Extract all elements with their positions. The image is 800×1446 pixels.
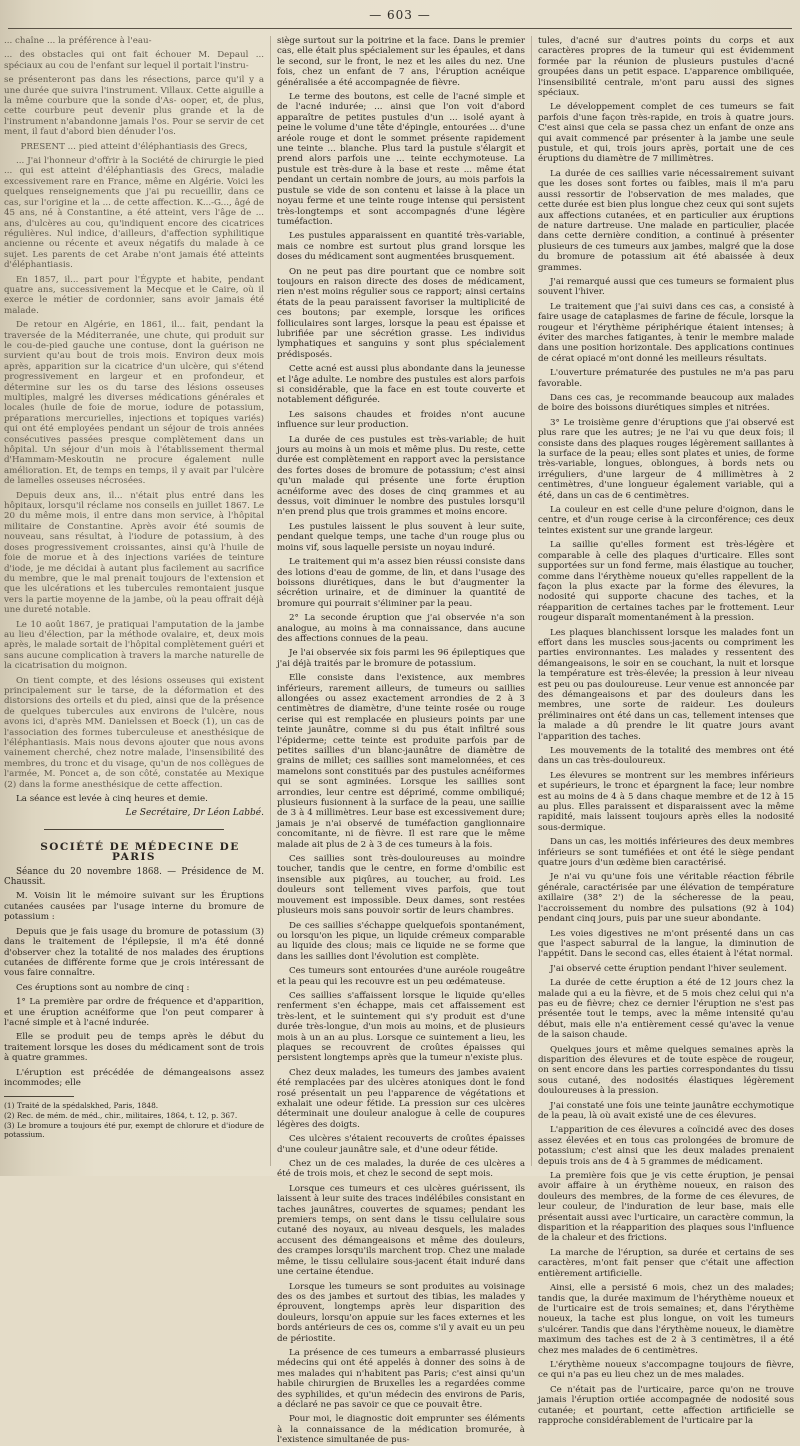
paragraph: Les pustules laissent le plus souvent à leur suite, pendant quelque temps, une tache d'un rouge plus ou moins vif, sous laquelle persiste un noyau induré. [277, 521, 525, 553]
paragraph: Les voies digestives ne m'ont présenté dans un cas que l'aspect saburral de la langue, la diminution de l'appétit. Dans le second cas, elles étaient à l'état normal. [538, 928, 794, 960]
society-title: SOCIÉTÉ DE MÉDECINE DE PARIS [40, 840, 240, 864]
paragraph: Dans un cas, les moitiés inférieures des deux membres inférieurs se sont tuméfiées et ont été le siège pendant quatre jours d'un œdème bien caractérisé. [538, 837, 794, 869]
paragraph: Ainsi, elle a persisté 6 mois, chez un des malades; tandis que, la durée maximum de l'hérythème noueux et de l'urticaire est de trois semaines; et, dans l'érythème noueux, la tache est plus longue, on voit les tumeurs s'ulcérer. Tandis que dans l'érythème noueux, le diamètre maximum des taches est de 2 à 3 centimètres, il a été chez mes malades de 6 centimètres. [538, 1283, 794, 1356]
paragraph: La séance est levée à cinq heures et demie. [16, 794, 208, 805]
paragraph: Ces ulcères s'étaient recouverts de croûtes épaisses d'une couleur jaunâtre sale, et d'une odeur fétide. [277, 1134, 525, 1155]
paragraph: Lorsque ces tumeurs et ces ulcères guérissent, ils laissent à leur suite des traces indélébiles consistant en taches jaunâtres, couvertes de squames; pendant les premiers temps, on sent dans le tissu cellulaire sous cutané des noyaux, au niveau desquels, les malades accusent des démangeaisons et même des douleurs, des crampes lorsqu'ils marchent trop. Chez une malade même, le tissu cellulaire sous-jacent était induré dans une certaine étendue. [277, 1183, 525, 1278]
paragraph: J'ai remarqué aussi que ces tumeurs se formaient plus souvent l'hiver. [538, 276, 794, 298]
secretary-signature: Le Secrétaire, Dr Léon Labbé. [125, 808, 264, 819]
paragraph: Depuis deux ans, il... n'était plus entré dans les hôpitaux, lorsqu'il réclame nos conseils en juillet 1867. Le 20 du même mois, il entre dans mon service, à l'hôpital militaire de Constantine. Après avoir été soumis de nouveau, sans résultat, à l'iodure de potassium, à des doses progressivement croissantes, ainsi qu'à l'huile de foie de morue et à des injections variées de teinture d'iode, je me décidai à autant plus facilement au sacrifice du membre, que le mal prenait toujours de l'extension et que les ulcérations et les tubercules remontaient jusque vers la partie moyenne de la jambe, où la peau offrait déjà une dureté notable. [4, 490, 264, 616]
column-left [4, 36, 264, 1170]
paragraph: La saillie qu'elles forment est très-légère et comparable à celle des plaques d'urticaire. Elles sont supportées sur un fond ferme, mais élastique au toucher, comme dans l'érythème noueux qu'elles rappellent de la façon la plus exacte par la forme des élevures, la nodosité qui supporte chacune des taches, et la réapparition de certaines taches par le frottement. Leur rougeur disparaît momentanément à la pression. [538, 540, 794, 624]
paragraph: La marche de l'éruption, sa durée et certains de ses caractères, m'ont fait penser que c'était une affection entièrement artificielle. [538, 1247, 794, 1279]
paragraph: Chez deux malades, les tumeurs des jambes avaient été remplacées par des ulcères atoniques dont le fond rosé présentait un peu l'apparence de végétations et exhalait une odeur fétide. La pression sur ces ulcères déterminait une douleur analogue à celle de coupures légères des doigts. [277, 1067, 525, 1130]
paragraph: La première fois que je vis cette éruption, je pensai avoir affaire à un érythème noueux, en raison des douleurs des membres, de la forme de ces élevures, de leur couleur, de l'induration de leur base, mais elle présentait aussi avec l'urticaire, un caractère commun, la disparition et la réapparition des plaques sous l'influence de la chaleur et des frictions. [538, 1171, 794, 1244]
paragraph: On tient compte, et des lésions osseuses qui existent principalement sur le tarse, de la déformation et des distorsions des orteils et du pied, ainsi que de la présence de quelques tubercules aux environs de l'ulcère, nous avons ici, d'après MM. Danielssen et Boeck (1), un cas de l'association des formes tuberculeuse et anesthésique de l'éléphantiasis. Mais nous devons ajouter que nous avons vainement cherché, chez notre malade, l'insensibilité des membres, du tronc et du visage, qu'un de nos collègues de l'armée, M. Poncet a, de son côté, constatée au Mexique (2) dans la forme anesthésique de cette affection. [4, 675, 264, 790]
paragraph: Le traitement qui m'a assez bien réussi consiste dans des lotions d'eau de gomme, de lin, et dans l'usage des boissons diurétiques, dans le but d'augmenter la sécrétion urinaire, et de diminuer la quantité de bromure qui pourrait s'éliminer par la peau. [277, 557, 525, 609]
paragraph: Dans ces cas, je recommande beaucoup aux malades de boire des boissons diurétiques simples et nitrées. [538, 393, 794, 414]
paragraph: La présence de ces tumeurs a embarrassé plusieurs médecins qui ont été appelés à donner des soins à de mes malades qui n'habitent pas Paris; c'est ainsi qu'un habile chirurgien de Bruxelles les a regardées comme des syphilides, et qu'un médecin des environs de Paris, a déclaré ne pas savoir ce que ce pouvait être. [277, 1347, 525, 1410]
paragraph: La durée de cette éruption a été de 12 jours chez la malade qui a eu la fièvre, et de 5 mois chez celui qui n'a pas eu de fièvre; chez ce dernier l'éruption ne s'est pas présentée tout le temps, avec la même intensité qu'au début, mais elle n'a entièrement cessé qu'avec la venue de la saison chaude. [538, 978, 794, 1041]
paragraph: De ces saillies s'échappe quelquefois spontanément, ou lorsqu'on les pique, un liquide crémeux comparable au liquide des clous; mais ce liquide ne se forme que dans les saillies dont l'évolution est complète. [277, 920, 525, 962]
paragraph: Les saisons chaudes et froides n'ont aucune influence sur leur production. [277, 409, 525, 431]
paragraph: tules, d'acné sur d'autres points du corps et aux caractères propres de la tumeur qui est évidemment formée par la réunion de plusieurs pustules d'acné groupées dans un petit espace. L'apparence ombiliquée, l'insensibilité centrale, m'ont paru aussi des signes spéciaux. [538, 36, 794, 99]
paragraph: Ces éruptions sont au nombre de cinq : [16, 982, 190, 993]
paragraph: En 1857, il... part pour l'Égypte et habite, pendant quatre ans, successivement la Mecque et le Caire, où il exerce le métier de cordonnier, sans avoir jamais été malade. [4, 274, 264, 316]
footnote: (3) Le bromure a toujours été pur, exempt de chlorure et d'iodure de potassium. [4, 1121, 264, 1140]
paragraph: M. Voisin lit le mémoire suivant sur les Éruptions cutanées causées par l'usage interne du bromure de potassium : [4, 891, 264, 923]
paragraph: Le 10 août 1867, je pratiquai l'amputation de la jambe au lieu d'élection, par la méthode ovalaire, et, deux mois après, le malade sortait de l'hôpital complètement guéri et sans aucune complication à travers la marche naturelle de la cicatrisation du moignon. [4, 619, 264, 672]
paragraph: J'ai constaté une fois une teinte jaunâtre ecchymotique de la peau, là où avait existé une de ces élevures. [538, 1100, 794, 1121]
paragraph: Le terme des boutons, est celle de l'acné simple et de l'acné indurée; ... ainsi que l'on voit d'abord apparaître de petites pustules d'un ... isolé ayant à peine le volume d'une tête d'épingle, entourées ... d'une aréole rouge et dont le sommet présente rapidement une teinte ... blanche. Plus tard la pustule s'élargit et prend alors parfois une ... teinte ecchymoteuse. La pustule est très-dure à la base et reste ... même état pendant un certain nombre de jours, au mois parfois la pustule se vide de son contenu et laisse à la place un noyau ferme et une teinte rouge intense qui persistent très-longtemps et sont accompagnés d'une légère tuméfaction. [277, 92, 525, 227]
fragment-top-3: se présenteront pas dans les résections, parce qu'il y a une durée que suivra l'instrument. Villaux. Cette aiguille a la même courbure que la sonde d'As- ooper, et, de plus, cette courbure peut devenir plus grande et la de l'instrument n'abandonne jamais l'os. Pour se servir de cet ment, il faut d'abord bien dénuder l'os. [4, 75, 264, 138]
paragraph: Les élevures se montrent sur les membres inférieurs et supérieurs, le tronc et épargnent la face; leur nombre est au moins de 4 à 5 dans chaque membre et de 12 à 15 au plus. Elles paraissent et disparaissent avec la même rapidité, mais laissent toujours après elles la nodosité sous-dermique. [538, 770, 794, 833]
paragraph: Les mouvements de la totalité des membres ont été dans un cas très-douloureux. [538, 746, 794, 767]
paragraph: Les plaques blanchissent lorsque les malades font un effort dans les muscles sous-jacents ou compriment les parties environnantes. Les malades y ressentent des démangeaisons, le soir en se couchant, la nuit et lorsque la température est très-élevée; la pression à leur niveau est peu ou pas douloureuse. Leur venue est annoncée par des démangeaisons et par des douleurs dans les membres, une sorte de raideur. Les douleurs préliminaires ont été dans un cas, tellement intenses que la malade a dû prendre le lit quatre jours avant l'apparition des taches. [538, 627, 794, 742]
paragraph: ... J'ai l'honneur d'offrir à la Société de chirurgie le pied ... qui est atteint d'éléphantiasis des Grecs, maladie excessivement rare en France, même en Algérie. Voici les quelques renseignements que j'ai pu recueillir, dans ce cas, sur l'origine et la ... de cette affection. K...-G..., âgé de 45 ans, né à Constantine, a été atteint, vers l'âge de ... ans, d'ulcères au cou, qu'indiquent encore des cicatrices régulières. Nul indice, d'ailleurs, d'affection syphilitique ancienne ou récente et aveux négatifs du malade à ce sujet. Les parents de cet Arabe n'ont jamais été atteints d'éléphantiasis. [4, 156, 264, 271]
paragraph: Cette acné est aussi plus abondante dans la jeunesse et l'âge adulte. Le nombre des pustules est alors parfois si considérable, que la face en est toute couverte et notablement défigurée. [277, 364, 525, 406]
paragraph: La durée de ces saillies varie nécessairement suivant que les doses sont fortes ou faibles, mais il m'a paru aussi ressortir de l'observation de mes malades, que cette durée est bien plus longue chez ceux qui sont sujets aux affections cutanées, et en particulier aux éruptions de nature dartreuse. Une malade en particulier, placée dans cette dernière condition, a continué à présenter plusieurs de ces tumeurs aux jambes, malgré que la dose du bromure de potassium ait été abaissée à deux grammes. [538, 168, 794, 273]
page-number: — 603 — [369, 8, 431, 22]
paragraph: Lorsque les tumeurs se sont produites au voisinage des os des jambes et surtout des tibias, les malades y éprouvent, longtemps après leur disparition des douleurs, lorsqu'on appuie sur les faces externes et les bords antérieurs de ces os, comme s'il y avait eu un peu de périostite. [277, 1281, 525, 1344]
paragraph: Pour moi, le diagnostic doit emprunter ses éléments à la connaissance de la médication bromurée, à l'existence simultanée de pus- [277, 1414, 525, 1446]
paragraph: 3° Le troisième genre d'éruptions que j'ai observé est plus rare que les autres; je ne l'ai vu que deux fois; il consiste dans des plaques rouges légèrement saillantes à la surface de la peau; elles sont plates et unies, de forme très-variable, longues, oblongues, à bords nets ou irréguliers, d'une largeur de 4 millimètres à 2 centimètres, d'une longueur également variable, qui a été, dans un cas de 6 centimètres. [538, 417, 794, 501]
paragraph: L'érythème noueux s'accompagne toujours de fièvre, ce qui n'a pas eu lieu chez un de mes malades. [538, 1359, 794, 1381]
column-right [538, 36, 794, 1426]
paragraph: J'ai observé cette éruption pendant l'hiver seulement. [550, 963, 787, 974]
paragraph: Le traitement que j'ai suivi dans ces cas, a consisté à faire usage de cataplasmes de farine de fécule, lorsque la rougeur et l'érythème périphérique étaient intenses; à éviter des marches fatigantes, à tenir le membre malade dans une position horizontale. Des applications continues de cérat opiacé m'ont donné les meilleurs résultats. [538, 301, 794, 364]
paragraph: Chez un de ces malades, la durée de ces ulcères a été de trois mois, et chez le second de sept mois. [277, 1159, 525, 1180]
header-rule [8, 28, 792, 29]
footnote: (1) Traité de la spédalskhed, Paris, 1848. [4, 1101, 159, 1111]
paragraph: Ces saillies s'affaissent lorsque le liquide qu'elles renferment s'en échappe, mais cet affaissement est très-lent, et le suintement qui s'y produit est d'une durée très-longue, d'un mois au moins, et de plusieurs mois à un an au plus. Lorsque ce suintement a lieu, les plaques se recouvrent de croûtes épaisses qui persistent longtemps après que la tumeur n'existe plus. [277, 990, 525, 1064]
section-divider [44, 829, 224, 830]
fragment-top-2: ... des obstacles qui ont fait échouer M. Depaul ... spéciaux au cou de l'enfant sur lequel il portait l'instru- [4, 50, 264, 71]
paragraph: Je l'ai observée six fois parmi les 96 épileptiques que j'ai déjà traités par le bromure de potassium. [277, 648, 525, 669]
fragment-top-1: ... chaîne ... la préférence à l'eau- [4, 36, 152, 46]
footnote: (2) Rec. de mém. de méd., chir., militaires, 1864, t. 12, p. 367. [4, 1111, 238, 1121]
paragraph: L'éruption est précédée de démangeaisons assez incommodes; elle [4, 1067, 264, 1088]
section-heading: PRESENT ... pied atteint d'éléphantiasis des Grecs, [20, 141, 248, 152]
paragraph: Ce n'était pas de l'urticaire, parce qu'on ne trouve jamais l'éruption ortiée accompagnée de nodosité sous cutanée; et pourtant, cette affection artificielle se rapproche considérablement de l'urticaire par la [538, 1384, 794, 1426]
paragraph: siège surtout sur la poitrine et la face. Dans le premier cas, elle était plus spécialement sur les épaules, et dans le second, sur le front, le nez et les ailes du nez. Une fois, chez un enfant de 7 ans, l'éruption acnéique généralisée a été accompagnée de fièvre. [277, 36, 525, 88]
paragraph: Depuis que je fais usage du bromure de potassium (3) dans le traitement de l'épilepsie, il m'a été donné d'observer chez la totalité de nos malades des éruptions cutanées de différente forme que je crois intéressant de vous faire connaître. [4, 926, 264, 979]
paragraph: 2° La seconde éruption que j'ai observée n'a son analogue, au moins à ma connaissance, dans aucune des affections connues de la peau. [277, 613, 525, 644]
paragraph: Quelques jours et même quelques semaines après la disparition des élevures et de toute espèce de rougeur, on sent encore dans les parties correspondantes du tissu sous cutané, des nodosités élastiques légèrement douloureuses à la pression. [538, 1044, 794, 1097]
paragraph: La durée de ces pustules est très-variable; de huit jours au moins à un mois et même plus. Du reste, cette durée est complètement en rapport avec la persistance des fortes doses de bromure de potassium; c'est ainsi qu'un malade qui présente une forte éruption acnéiforme avec des doses de cinq grammes et au dessus, voit diminuer le nombre des pustules lorsqu'il n'en prend plus que trois grammes et moins encore. [277, 434, 525, 518]
column-divider [531, 36, 532, 1166]
paragraph: Je n'ai vu qu'une fois une véritable réaction fébrile générale, caractérisée par une élévation de température axillaire (38° 2') de la sécheresse de la peau, l'accroissement du nombre des pulsations (92 à 104) pendant cinq jours, puis par une sueur abondante. [538, 872, 794, 925]
paragraph: La couleur en est celle d'une pelure d'oignon, dans le centre, et d'un rouge cerise à la circonférence; ces deux teintes existent sur une grande largeur. [538, 505, 794, 536]
paragraph: Elle consiste dans l'existence, aux membres inférieurs, rarement ailleurs, de tumeurs ou saillies allongées ou assez exactement arrondies de 2 à 3 centimètres de diamètre, d'une teinte rosée ou rouge cerise qui est remplacée en plusieurs points par une teinte jaunâtre, comme si du pus était infiltré sous l'épiderme; cette teinte est produite parfois par de petites saillies d'un blanc-jaunâtre de diamètre de grains de millet; ces saillies sont mamelonnées, et ces mamelons sont constitués par des pustules acnéiformes qui se sont agminées. Lorsque les saillies sont arrondies, leur centre est déprimé, comme ombiliqué; plusieurs fusionnent à la surface de la peau, une saillie de 3 à 4 millimètres. Leur base est excessivement dure; jamais je n'ai observé de tuméfaction ganglionnaire concomitante, ni de fièvre. Il est rare que le même malade ait plus de 2 à 3 de ces tumeurs à la fois. [277, 673, 525, 850]
paragraph: De retour en Algérie, en 1861, il... fait, pendant la traversée de la Méditerranée, une chute, qui produit sur le cou-de-pied gauche une contuse, dont la guérison ne survient qu'au bout de trois mois. Environ deux mois après, apparition sur la cicatrice d'un ulcère, qui s'étend progressivement en largeur et en profondeur, et détermine sur les os du tarse des lésions osseuses multiples, malgré les diverses médications générales et locales (huile de foie de morue, iodure de potassium, préparations mercurielles, injections et topiques variés) qui ont été employées pendant un séjour de trois années consécutives passées presque complètement dans un hôpital. Un séjour d'un mois à l'établissement thermal d'Hammam-Meskoutin ne procure également nulle amélioration. Et, de temps en temps, il y avait par l'ulcère de lamelles osseuses nécrosées. [4, 320, 264, 487]
footnote-rule [4, 1096, 74, 1097]
session-line: Séance du 20 novembre 1868. — Présidence de M. Chaussit. [4, 866, 264, 888]
paragraph: Elle se produit peu de temps après le début du traitement lorsque les doses du médicament sont de trois à quatre grammes. [4, 1032, 264, 1064]
paragraph: Les pustules apparaissent en quantité très-variable, mais ce nombre est surtout plus grand lorsque les doses du médicament sont augmentées brusquement. [277, 231, 525, 263]
paragraph: L'ouverture prématurée des pustules ne m'a pas paru favorable. [538, 368, 794, 389]
paragraph: Ces saillies sont très-douloureuses au moindre toucher, tandis que le centre, en forme d'ombilic est insensible aux piqûres, au toucher, au froid. Les douleurs sont tellement vives parfois, que tout mouvement est impossible. Deux dames, sont restées plusieurs mois sans pouvoir sortir de leurs chambres. [277, 854, 525, 917]
paragraph: L'apparition de ces élevures a coïncidé avec des doses assez élevées et en tous cas prolongées de bromure de potassium; c'est ainsi que les deux malades prenaient depuis trois ans de 4 à 5 grammes de médicament. [538, 1125, 794, 1167]
column-middle [277, 36, 525, 1446]
paragraph: Le développement complet de ces tumeurs se fait parfois d'une façon très-rapide, en trois à quatre jours. C'est ainsi que cela se passa chez un enfant de onze ans qui avait commencé par présenter à la jambe une seule pustule, et qui, trois jours après, portait une de ces éruptions du diamètre de 7 millimètres. [538, 102, 794, 165]
paragraph: On ne peut pas dire pourtant que ce nombre soit toujours en raison directe des doses de médicament, rien n'est moins régulier sous ce rapport; ainsi certains états de la peau paraissent favoriser la multiplicité de ces boutons; par exemple, lorsque les orifices folliculaires sont larges, lorsque la peau est épaisse et lubrifiée par une sécrétion grasse. Les individus lymphatiques et sanguins y sont plus spécialement prédisposés. [277, 266, 525, 360]
column-divider [270, 36, 271, 1166]
paragraph: 1° La première par ordre de fréquence et d'apparition, et une éruption acnéiforme que l'on peut comparer à l'acné simple et à l'acné indurée. [4, 997, 264, 1028]
paragraph: Ces tumeurs sont entourées d'une auréole rougeâtre et la peau qui les recouvre est un peu œdémateuse. [277, 966, 525, 987]
